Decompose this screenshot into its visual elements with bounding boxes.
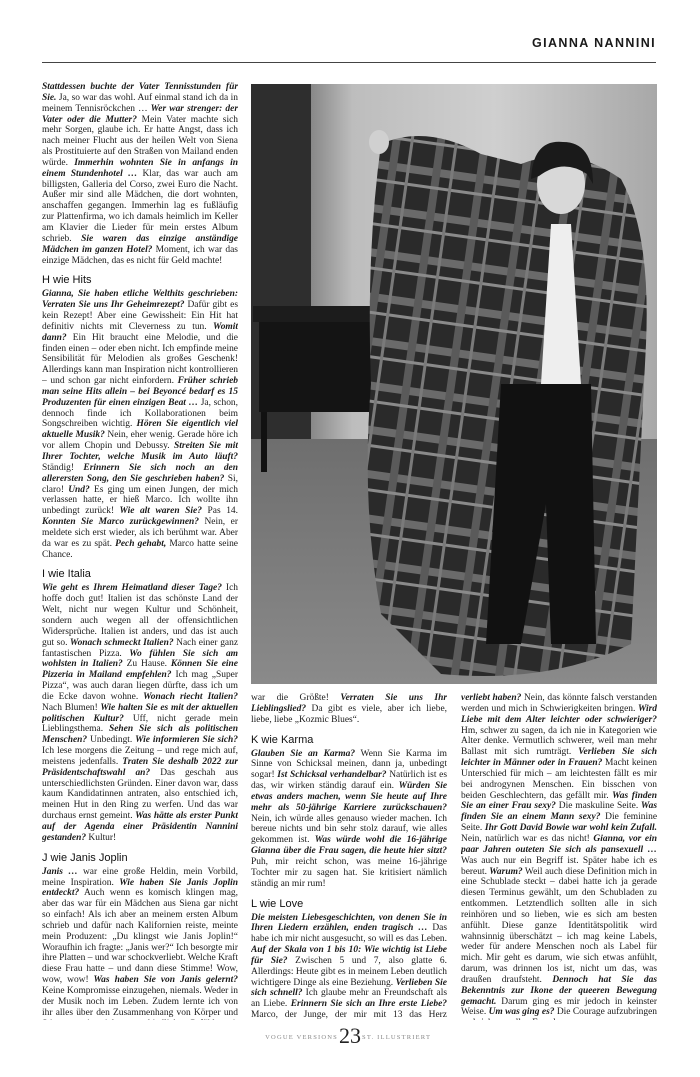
portrait-photo: [251, 84, 657, 684]
paragraph: Glauben Sie an Karma? Wenn Sie Karma im Sinne von Schicksal meinen, dann ja, unbedingt sogar! Ist Schicksal verhandelbar? Natürlich ist es das, wir wirken ständig darauf ein. Würden Sie etwas anders machen, wenn Sie heute auf Ihre mehr als 50-jährige Karriere zurückschauen? Nein, ich würde alles genauso wieder machen. Ich bereue nichts und bin sehr stolz darauf, wie alles gekommen ist. Was würde wohl die 16-jährige Gianna über die Frau sagen, die heute hier sitzt? Puh, mir reicht schon, was meine 16-jährige Tochter mir zu sagen hat. Sie kritisiert nämlich ständig an mir rum!: [251, 748, 447, 889]
section-heading-love: L wie Love: [251, 897, 304, 910]
paragraph: verliebt haben? Nein, das könnte falsch verstanden werden und mich in Schwierigkeiten bringen. Wird Liebe mit dem Alter leichter oder schwieriger? Hm, schwer zu sagen, da ich nie in Kategorien wie Alter denke. Vermutlich schwerer, weil man mehr Ballast mit sich rumträgt. Verlieben Sie sich leichter in Männer oder in Frauen? Macht keinen Unterschied für mich – am leichtesten fällt es mir bei androgynen Menschen. Ein bisschen von beiden Geschlechtern, das gefällt mir. Was finden Sie an einer Frau sexy? Die maskuline Seite. Was finden Sie an einem Mann sexy? Die feminine Seite. Ihr Gott David Bowie war wohl kein Zufall. Nein, natürlich war es das nicht! Gianna, vor ein paar Jahren outeten Sie sich als pansexuell … Was auch nur ein Begriff ist. Später habe ich es bereut. Warum? Weil auch diese Definition mich in eine Schublade steckt – dabei hatte ich ja gerade diesen Terminus gewählt, um den Schubladen zu entkommen. Letztendlich sollten alle in sich reinhören und so lieben, wie es sich am besten anfühlt. Diese ganze Identitätspolitik wird wahnsinnig überschätzt – ich mag keine Labels, weder für andere Menschen noch als Label für mich. Mir geht es darum, wie sich etwas anfühlt, darum, was drinnen los ist, nicht um das, was draußen draufsteht. Dennoch hat Sie das Bekenntnis zur Ikone der queeren Bewegung gemacht. Darum ging es mir jedoch in keinster Weise. Um was ging es? Die Courage aufzubringen: [461, 693, 657, 1018]
header-rule: [42, 62, 656, 63]
page-number: 23: [339, 1023, 361, 1048]
section-heading-janis: J wie Janis Joplin: [42, 851, 128, 864]
paragraph: Stattdessen buchte der Vater Tennisstunden für Sie. Ja, so war das wohl. Auf einmal stand ich da in meinem Tennisröckchen … Wer war strenger: der Vater oder die Mutter? Mein Vater machte sich mehr Sorgen, glaube ich. Er hatte Angst, dass ich nach meiner Flucht aus der heilen Welt von Siena als Prostituierte auf den Straßen von Mailand enden würde. Immerhin wohnten Sie in anfangs in einem Stundenhotel … Klar, das war auch am billigsten, Galleria del Corso, zwei Euro die Nacht. Außer mir sind alle Mädchen, die dort wohnten, anschaffen gegangen. Immerhin lag es fußläufig zur Plattenfirma, wo ich damals heimlich im Keller am Klavier die Lieder für mein erstes Album schrieb. Sie waren das einzige anständige Mädchen im ganzen Hotel? Moment, ich war das einzige Mädchen, das es nicht für Geld machte!: [42, 82, 238, 266]
paragraph: Wie geht es Ihrem Heimatland dieser Tage? Ich hoffe doch gut! Italien ist das schönste Land der Welt, nicht nur wegen Kultur und Schönheit, sondern auch wegen all der offensichtlichen Widersprüche. Italien ist anders, und das ist auch gut so. Wonach schmeckt Italien? Nach einer ganz fantastischen Pizza. Wo fühlen Sie sich am wohlsten in Italien? Zu Hause. Können Sie eine Pizzeria in Mailand empfehlen? Ich mag „Super Pizza“, was auch daran liegen dürfte, dass ich um die Ecke davon wohne. Wonach riecht Italien? Nach Blumen! Wie halten Sie es mit der aktuellen politischen Kultur? Uff, nicht gerade mein Lieblingsthema. Sehen Sie sich als politischen Menschen? Unbedingt. Wie informieren Sie sich? Ich lese morgens die Zeitung – und rege mich auf, meistens jedenfalls. Traten Sie deshalb 2022 zur Präsidentschaftswahl an? Das geschah aus unterschiedlichsten Gründen. Einer davon war, dass kaum Kandidatinnen antraten, also entschied ich, meinen Hut in den Ring zu werfen. Und das war durchaus ernst gemeint. Was hätte als erster Punkt auf der Agenda einer Präsidentin Nannini gestanden? Kultur!: [42, 583, 238, 843]
section-heading-karma: K wie Karma: [251, 733, 314, 746]
paragraph: Die meisten Liebesgeschichten, von denen Sie in Ihren Liedern erzählen, enden tragisch … Das habe ich mir nicht ausgesucht, so will es das Leben. Auf der Skala von 1 bis 10: Wie wichtig ist Liebe für Sie? Zwischen 5 und 7, also glatte 6. Allerdings: Heute gibt es in meinem Leben deutlich wichtigere Dinge als eine Beziehung. Verlieben Sie sich schnell? Ich glaube mehr an Freundschaft als an Liebe. Erinnern Sie sich an Ihre erste Liebe? Marco, der Junge, der mir mit 13 das Herz: [251, 912, 447, 1020]
section-heading-italia: I wie Italia: [42, 568, 91, 581]
article-column-2: [251, 693, 447, 1020]
footer-right-label: ST. ILLUSTRIERT: [362, 1034, 432, 1041]
paragraph: Gianna, Sie haben etliche Welthits geschrieben: Verraten Sie uns Ihr Geheimrezept? Dafür gibt es kein Rezept! Aber eine Gewissheit: Ein Hit hat definitiv nichts mit Cleverness zu tun. Womit dann? Ein Hit braucht eine Melodie, und die finden einen – oder eben nicht. Ich empfinde meine Sensibilität für Melodien als großes Geschenk! Allerdings kann man Inspiration nicht kontrollieren – und schon gar nicht einfordern. Früher schrieb man seine Hits allein – bei Beyoncé bedarf es 15 Produzenten für einen einzigen Beat … Ja, schon, dennoch finde ich Kollaborationen beim Songschreiben wichtig. Hören Sie eigentlich viel aktuelle Musik? Nein, eher wenig. Gerade höre ich vor allem Chopin und Debussy. Streiten Sie mit Ihrer Tochter, welche Musik im Auto läuft? Ständig! Erinnern Sie sich noch an den allerersten Song, den Sie geschrieben haben? Si, claro! Und? Es ging um einen Jungen, der mich verlassen hatte, er hieß Marco. Ich wollte ihn unbedingt zurück! Wie alt waren Sie? Pas 14. Konnten Sie Marco zurückgewinnen? Nein, er meldete sich erst wieder, als ich berühmt war. Aber da war es zu spät. Pech gehabt, Marco hatte seine Chance.: [42, 289, 238, 560]
photo-illustration: [251, 84, 657, 684]
paragraph: Janis … war eine große Heldin, mein Vorbild, meine Inspiration. Wie haben Sie Janis Joplin entdeckt? Auch wenn es komisch klingen mag, aber das war für ein Mädchen aus Siena gar nicht so einfach! Als ich aber an meinem ersten Album schrieb und dafür nach Kalifornien reiste, meinte mein Produzent: „Du klingst wie Janis Joplin!“ Woraufhin ich fragte: „Janis wer?“ Ich besorgte mir ihre Platten – und war schockverliebt. Welche Kraft diese Frau hatte – und dann diese Stimme! Wow, wow, wow! Was haben Sie von Janis gelernt? Keine Kompromisse einzugehen, niemals. Weder in der Musik noch im Leben. Zudem lernte ich von ihr alles über den Zusammenhang von Körper und: [42, 866, 238, 1018]
page-footer: [0, 1023, 700, 1066]
footer-left-label: VOGUE VERSIONS: [265, 1034, 338, 1041]
section-heading-hits: H wie Hits: [42, 274, 92, 287]
paragraph: war die Größte! Verraten Sie uns Ihr Lieblingslied? Da gibt es viele, aber ich liebe, liebe, liebe „Kozmic Blues“.: [251, 693, 447, 725]
article-column-1: [42, 82, 238, 1020]
article-column-3: [461, 693, 657, 1020]
running-header: GIANNA NANNINI: [532, 36, 656, 50]
